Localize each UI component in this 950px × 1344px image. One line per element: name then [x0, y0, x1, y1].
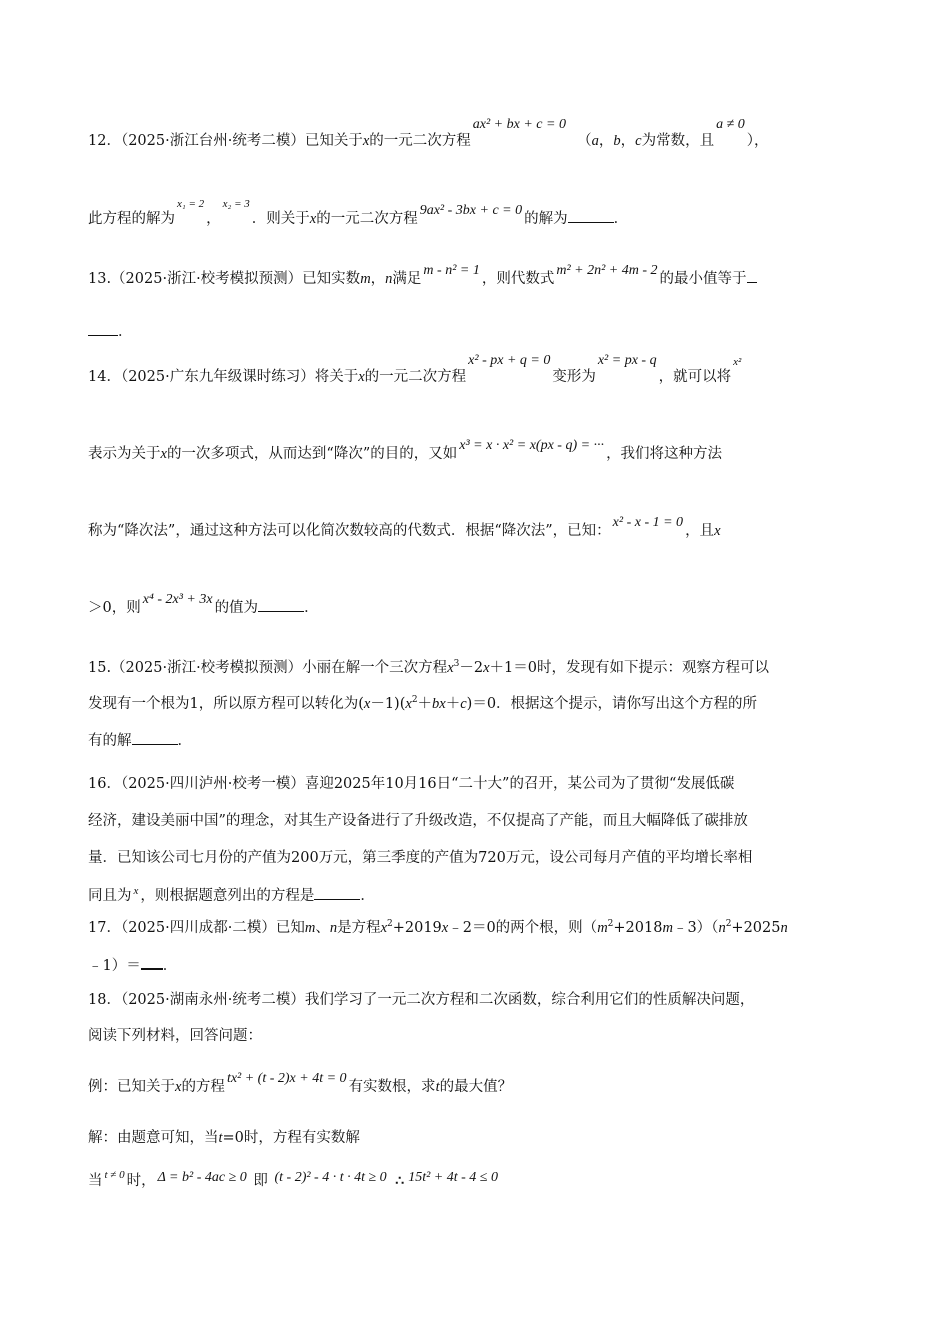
text: 16．（2025·四川泸州·校考一模）喜迎2025年10月16日“二十大”的召开，某公司为了贯彻“发展低碳: [88, 776, 735, 792]
question-13-line-1: [88, 263, 862, 290]
var-x: x: [309, 211, 317, 227]
condition: a ≠ 0: [716, 117, 745, 132]
question-18-line-1: [88, 990, 862, 1010]
text: 此方程的解为: [88, 211, 175, 227]
text: （: [577, 133, 592, 149]
text: 当: [88, 1173, 103, 1189]
text: 的方程: [181, 1079, 225, 1095]
text: ，我们将这种方法: [606, 446, 723, 462]
answer-blank[interactable]: [568, 208, 614, 223]
discriminant: Δ = b² - 4ac ≥ 0: [157, 1170, 247, 1185]
question-17-line-2: [88, 954, 862, 976]
var-m: m: [597, 920, 608, 936]
text: 同且为: [88, 888, 132, 904]
equation: 9ax² - 3bx + c = 0: [419, 203, 523, 218]
text: 表示为关于: [88, 446, 161, 462]
question-18-line-5: [88, 1171, 862, 1192]
question-12-line-1: [88, 117, 862, 152]
text: 的最小值等于: [659, 271, 747, 287]
text: +2018: [613, 920, 663, 936]
question-14-line-2: [88, 438, 862, 465]
text: 有实数根，求: [348, 1079, 436, 1095]
text: 的最大值？: [439, 1079, 513, 1095]
question-15-line-2: [88, 694, 862, 714]
var-x: x: [483, 660, 490, 676]
question-12-line-2: [88, 198, 862, 230]
var-n: n: [329, 920, 338, 936]
text: 的一次多项式，从而达到“降次”的目的，又如: [166, 446, 458, 462]
var-b: b: [613, 133, 621, 149]
var-m: m: [304, 920, 316, 936]
text: ﹣2＝0的两个根，则（: [448, 920, 598, 936]
question-15-line-3: [88, 730, 862, 751]
therefore-symbol: ∴: [395, 1174, 405, 1189]
text: ＋: [445, 696, 461, 712]
text: 的一元二次方程: [316, 211, 418, 227]
text: ．: [118, 324, 133, 340]
text: ，: [370, 271, 386, 287]
var-x: x: [447, 660, 454, 676]
text: 例：已知关于: [88, 1079, 175, 1095]
var-x: x: [380, 920, 387, 936]
var-c: c: [460, 696, 467, 712]
question-14-line-3: [88, 515, 862, 542]
text: 17．（2025·四川成都·二模）已知: [88, 920, 305, 936]
answer-blank[interactable]: [132, 730, 178, 745]
text: 的一元二次方程: [369, 133, 471, 149]
var-x: x: [160, 446, 167, 462]
text: 的解为: [524, 211, 568, 227]
question-18-line-4: [88, 1128, 862, 1148]
text: 13.（2025·浙江·校考模拟预测）已知实数: [88, 271, 361, 287]
question-13-line-2: [88, 321, 862, 342]
answer-blank[interactable]: [314, 885, 360, 900]
equation: x² - px + q = 0: [468, 353, 551, 368]
text: ．: [162, 958, 178, 974]
answer-blank-cont[interactable]: [88, 321, 118, 336]
condition: t ≠ 0: [104, 1169, 125, 1181]
var-x: x: [362, 133, 370, 149]
text: 阅读下列材料，回答问题：: [88, 1028, 262, 1044]
equation: x² = px - q: [597, 353, 657, 368]
question-16-line-1: [88, 774, 862, 794]
text: 变形为: [552, 369, 596, 385]
var-x: x: [363, 696, 371, 712]
inequality: (t - 2)² - 4 · t · 4t ≥ 0: [274, 1170, 387, 1185]
answer-blank-start[interactable]: [747, 268, 757, 283]
text: 有的解: [88, 733, 132, 749]
text: +2025: [731, 920, 781, 936]
inequality: 15t² + 4t - 4 ≤ 0: [408, 1170, 498, 1185]
var-x: x: [175, 1079, 182, 1095]
text: ，则代数式: [481, 271, 555, 287]
question-15-line-1: [88, 658, 862, 678]
question-16-line-3: [88, 848, 862, 868]
text: ．: [304, 600, 319, 616]
text: ﹣1）＝: [88, 958, 141, 974]
expression: x⁴ - 2x³ + 3x: [142, 592, 213, 607]
text: －2: [459, 660, 484, 676]
text: 15.（2025·浙江·校考模拟预测）小丽在解一个三次方程: [88, 660, 448, 676]
text: 为常数，且: [641, 133, 715, 149]
text: ．: [177, 733, 192, 749]
text: 12．（2025·浙江台州·统考二模）已知关于: [88, 133, 363, 149]
text: ．: [360, 888, 375, 904]
equation: ax² + bx + c = 0: [472, 117, 566, 132]
answer-blank[interactable]: [258, 597, 304, 612]
question-14-line-1: [88, 353, 862, 388]
var-a: a: [591, 133, 599, 149]
var-n: n: [780, 920, 788, 936]
exponent: 3: [453, 659, 460, 670]
equation: tx² + (t - 2)x + 4t = 0: [226, 1071, 347, 1086]
text: ，: [206, 211, 221, 227]
solution-x2: x₂ = 3: [222, 198, 250, 210]
var-n: n: [385, 271, 393, 287]
var-x: x: [441, 920, 449, 936]
text: ﹣3）（: [672, 920, 719, 936]
question-18-line-2: [88, 1026, 862, 1046]
text: ，: [620, 133, 636, 149]
text: 经济，建设美丽中国”的理念，对其生产设备进行了升级改造，不仅提高了产能，而且大幅降低了碳排放: [88, 813, 748, 829]
text: 的值为: [214, 600, 259, 616]
text: －1)(: [370, 696, 406, 712]
text: ，: [598, 133, 614, 149]
term-bx: bx: [432, 696, 446, 712]
expression: m² + 2n² + 4m - 2: [556, 263, 658, 278]
text: 发现有一个根为1，所以原方程可以转化为(: [88, 696, 364, 712]
text: ＋1＝0时，发现有如下提示：观察方程可以: [489, 660, 769, 676]
text: ．: [613, 211, 629, 227]
question-16-line-4: [88, 885, 862, 907]
var-x: x: [714, 523, 721, 539]
var-x: x: [405, 696, 412, 712]
text: 量．已知该公司七月份的产值为200万元，第三季度的产值为720万元，设公司每月产值的平均增长率相: [88, 850, 753, 866]
question-14-line-4: [88, 592, 862, 619]
text: ，就可以将: [658, 369, 732, 385]
equation: x³ = x · x² = x(px - q) = ···: [459, 438, 605, 453]
text: 18．（2025·湖南永州·统考二模）我们学习了一元二次方程和二次函数，综合利用它们的性质解决问题，: [88, 992, 755, 1008]
question-17-line-1: [88, 918, 862, 938]
text: )＝0．根据这个提示，请你写出这个方程的所: [466, 696, 758, 712]
text: ，且: [685, 523, 715, 539]
exponent: 2: [411, 695, 418, 706]
text: 14．（2025·广东九年级课时练习）将关于: [88, 369, 359, 385]
equation: x² - x - 1 = 0: [612, 515, 684, 530]
text: 是方程: [337, 920, 381, 936]
text: ．则关于: [251, 211, 310, 227]
term-x-squared: x²: [733, 356, 742, 368]
var-t: t: [218, 1130, 223, 1146]
equation: m - n² = 1: [423, 263, 480, 278]
question-18-line-3: [88, 1071, 862, 1098]
text: ＋: [417, 696, 433, 712]
text: 即: [253, 1173, 268, 1189]
text: =0时，方程有实数解: [222, 1130, 360, 1146]
text: 的一元二次方程: [364, 369, 467, 385]
exponent: 2: [725, 919, 732, 930]
var-c: c: [635, 133, 642, 149]
text: 、: [315, 920, 330, 936]
text: 解：由题意可知，当: [88, 1130, 219, 1146]
question-16-line-2: [88, 811, 862, 831]
text: ，则根据题意列出的方程是: [140, 888, 315, 904]
text: 时，: [126, 1173, 156, 1189]
solution-x1: x₁ = 2: [177, 198, 205, 210]
text: ＞0，则: [88, 600, 141, 616]
var-m: m: [662, 920, 673, 936]
var-n: n: [718, 920, 726, 936]
text: ），: [746, 133, 769, 149]
var-x: x: [133, 885, 139, 897]
exponent: 2: [387, 919, 393, 930]
text: +2019: [392, 920, 442, 936]
text: 称为“降次法”，通过这种方法可以化简次数较高的代数式．根据“降次法”，已知：: [88, 523, 611, 539]
text: 满足: [392, 271, 422, 287]
var-x: x: [358, 369, 365, 385]
exponent: 2: [607, 919, 614, 930]
var-m: m: [360, 271, 371, 287]
var-t: t: [435, 1079, 440, 1095]
answer-blank[interactable]: [141, 954, 163, 970]
